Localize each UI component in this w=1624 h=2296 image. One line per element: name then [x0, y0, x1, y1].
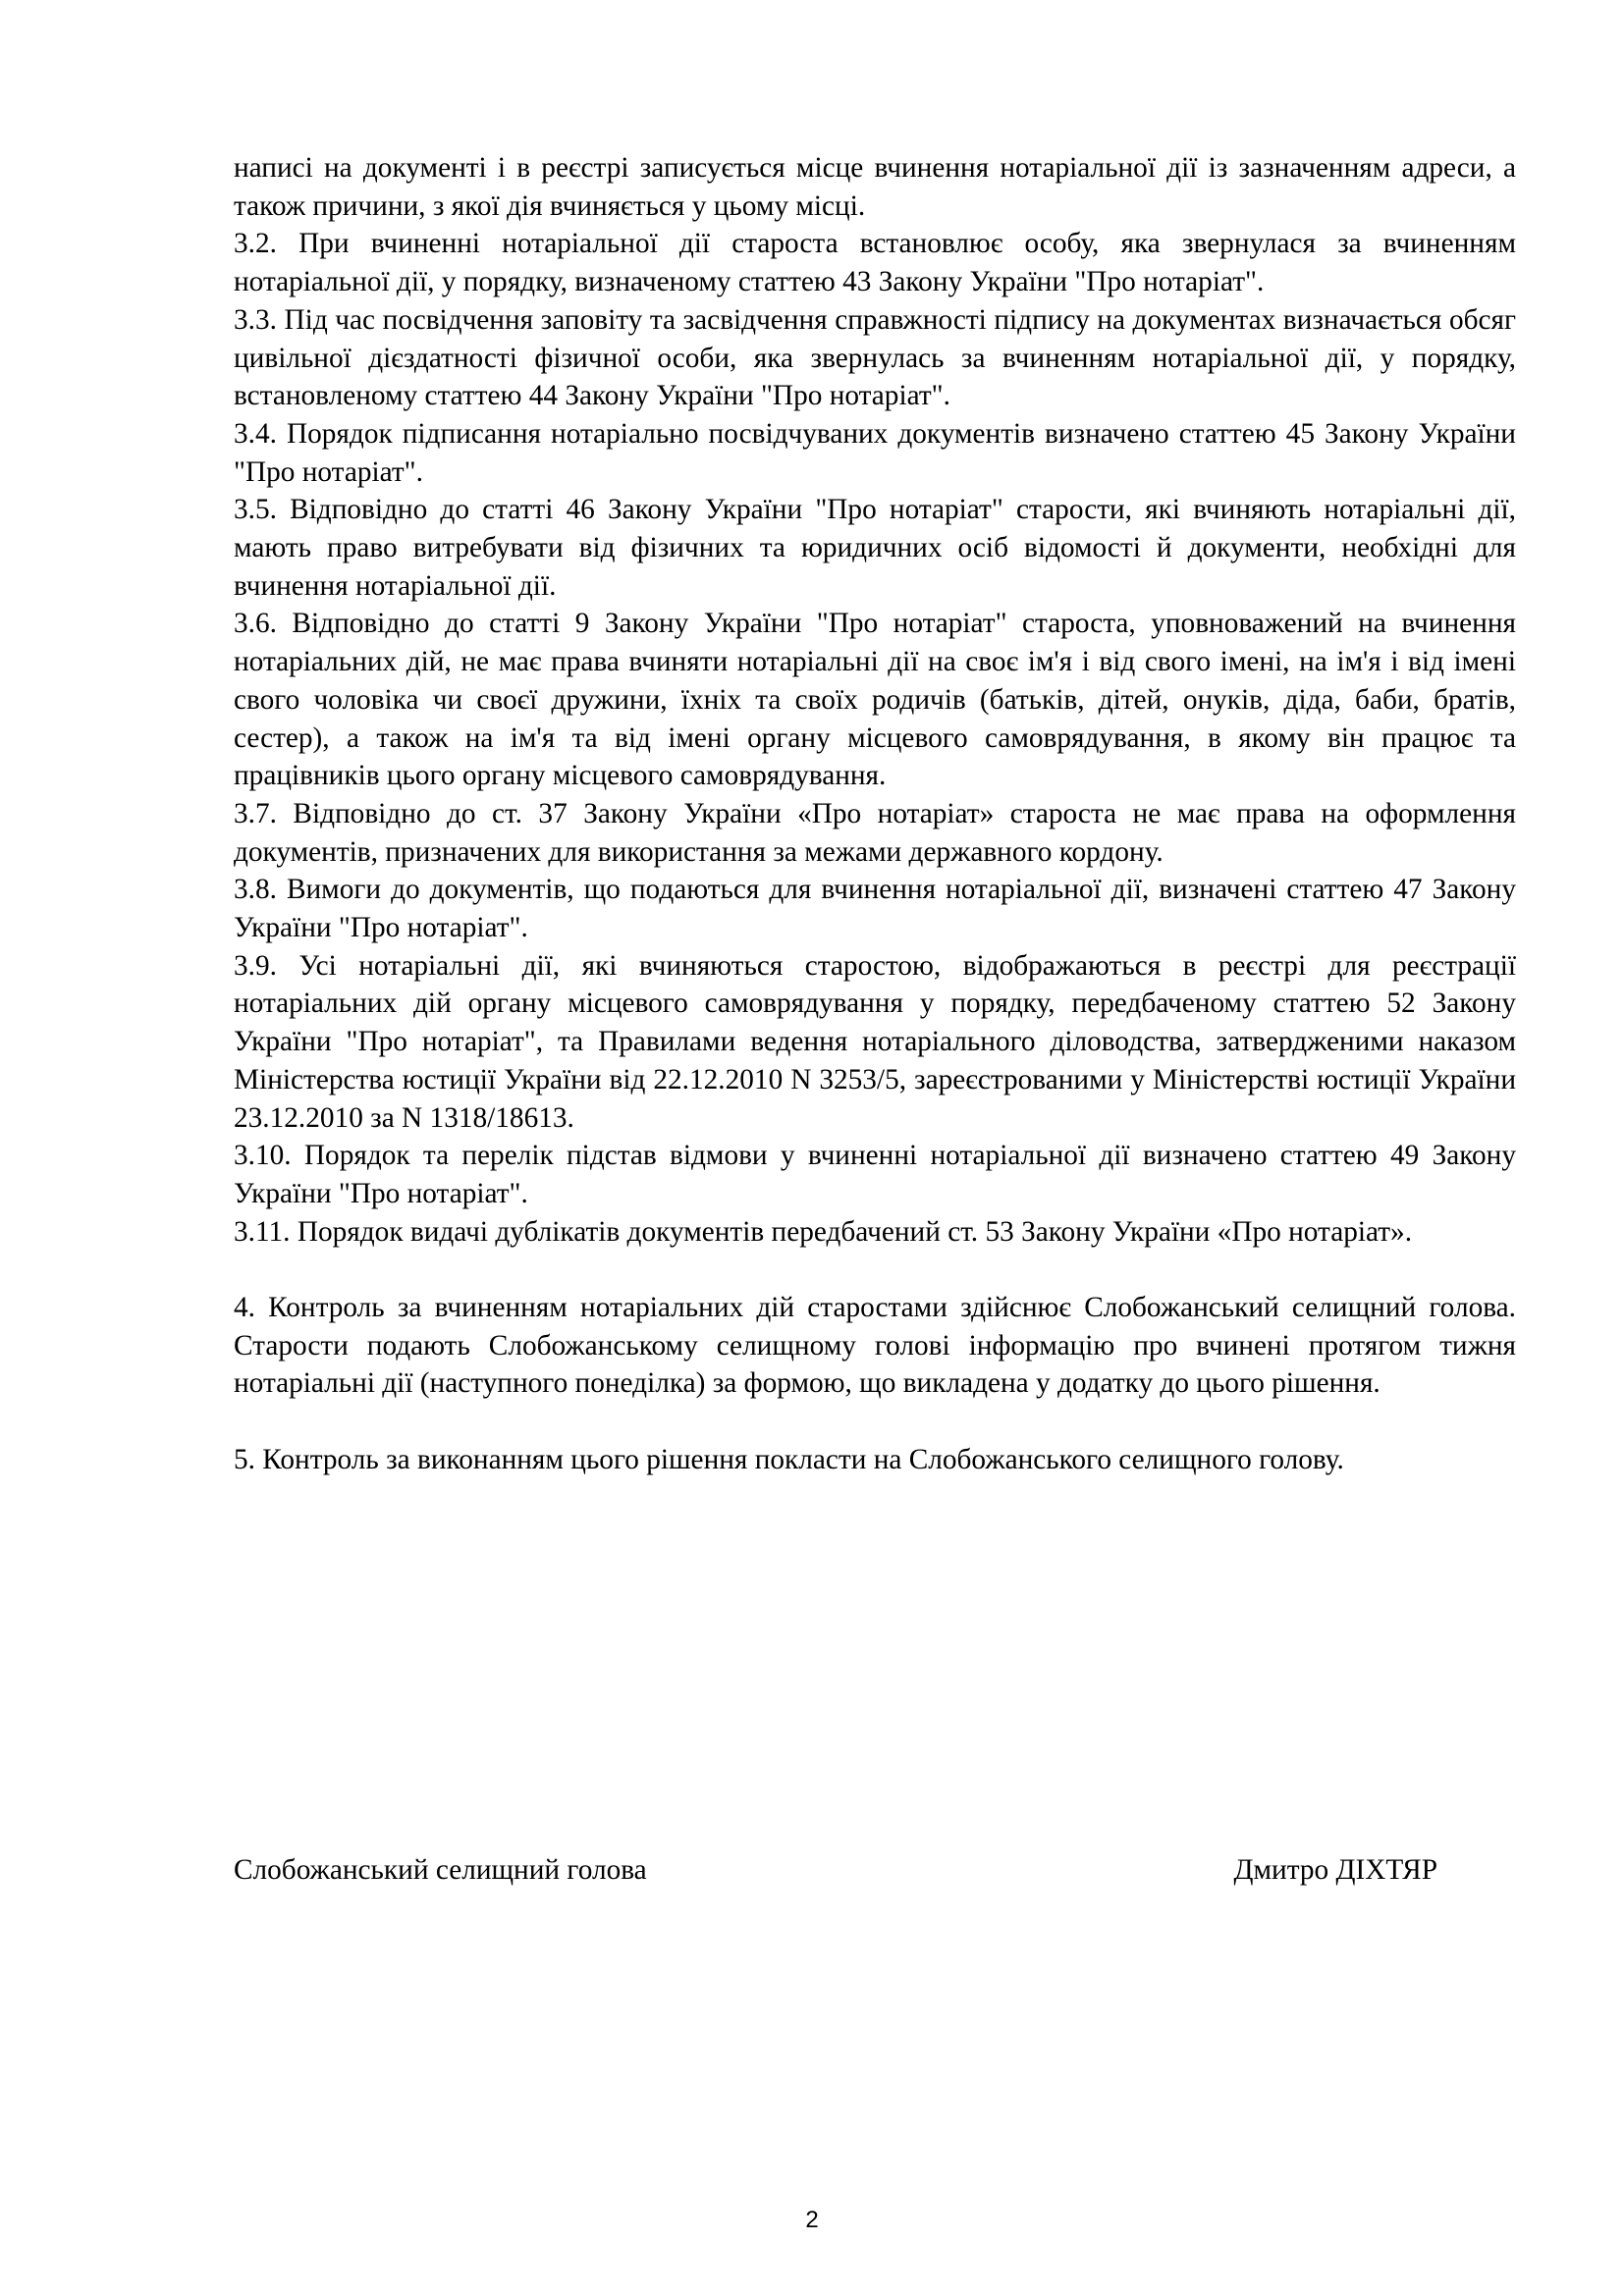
paragraph-continuation: написі на документі і в реєстрі записується місце вчинення нотаріальної дії із зазначенням адреси, а також причини, з якої дія вчиняється у цьому місці.: [234, 152, 1516, 222]
page-number: 2: [805, 2207, 819, 2233]
paragraph-3-4: 3.4. Порядок підписання нотаріально посвідчуваних документів визначено статтею 45 Закону України "Про нотаріат".: [234, 417, 1516, 488]
paragraph-3-10: 3.10. Порядок та перелік підстав відмови у вчиненні нотаріальної дії визначено статтею 49 Закону України "Про нотаріат".: [234, 1140, 1516, 1209]
document-body: [234, 149, 1516, 1479]
paragraph-section-5: 5. Контроль за виконанням цього рішення покласти на Слобожанського селищного голову.: [234, 1443, 1344, 1475]
paragraph-3-5: 3.5. Відповідно до статті 46 Закону України "Про нотаріат" старости, які вчиняють нотаріальні дії, мають право витребувати від фізичних та юридичних осіб відомості й документи, необхідні для вчинення нотаріальної дії.: [234, 494, 1516, 602]
paragraph-3-3: 3.3. Під час посвідчення заповіту та засвідчення справжності підпису на документах визначається обсяг цивільної дієздатності фізичної особи, яка звернулась за вчиненням нотаріальної дії, у порядку, встановленому статтею 44 Закону України "Про нотаріат".: [234, 303, 1516, 412]
paragraph-spacer: [234, 1251, 1516, 1289]
paragraph-3-2: 3.2. При вчиненні нотаріальної дії староста встановлює особу, яка звернулася за вчиненням нотаріальної дії, у порядку, визначеному статтею 43 Закону України "Про нотаріат".: [234, 228, 1516, 298]
paragraph-3-8: 3.8. Вимоги до документів, що подаються для вчинення нотаріальної дії, визначені статтею 47 Закону України "Про нотаріат".: [234, 874, 1516, 944]
signatory-name: Дмитро ДІХТЯР: [1233, 1854, 1437, 1886]
paragraph-spacer: [234, 1403, 1516, 1441]
paragraph-section-4: 4. Контроль за вчиненням нотаріальних дій старостами здійснює Слобожанський селищний голова. Старости подають Слобожанському селищному голові інформацію про вчинені протягом тижня нотаріальні дії (наступного понеділка) за формою, що викладена у додатку до цього рішення.: [234, 1292, 1516, 1400]
signatory-position: Слобожанський селищний голова: [234, 1854, 647, 1886]
paragraph-3-6: 3.6. Відповідно до статті 9 Закону України "Про нотаріат" староста, уповноважений на вчинення нотаріальних дій, не має права вчиняти нотаріальні дії на своє ім'я і від свого імені, на ім'я і від імені свого чоловіка чи своєї дружини, їхніх та своїх родичів (батьків, дітей, онуків, діда, баби, братів, сестер), а також на ім'я та від імені органу місцевого самоврядування, в якому він працює та працівників цього органу місцевого самоврядування.: [234, 608, 1516, 792]
paragraph-3-7: 3.7. Відповідно до ст. 37 Закону України «Про нотаріат» староста не має права на оформлення документів, призначених для використання за межами державного кордону.: [234, 797, 1516, 868]
paragraph-3-9: 3.9. Усі нотаріальні дії, які вчиняються старостою, відображаються в реєстрі для реєстрації нотаріальних дій органу місцевого самоврядування у порядку, передбаченому статтею 52 Закону України "Про нотаріат", та Правилами ведення нотаріального діловодства, затвердженими наказом Міністерства юстиції України від 22.12.2010 N 3253/5, зареєстрованими у Міністерстві юстиції України 23.12.2010 за N 1318/18613.: [234, 949, 1516, 1134]
paragraph-3-11: 3.11. Порядок видачі дублікатів документів передбачений ст. 53 Закону України «Про нотаріат».: [234, 1215, 1413, 1248]
